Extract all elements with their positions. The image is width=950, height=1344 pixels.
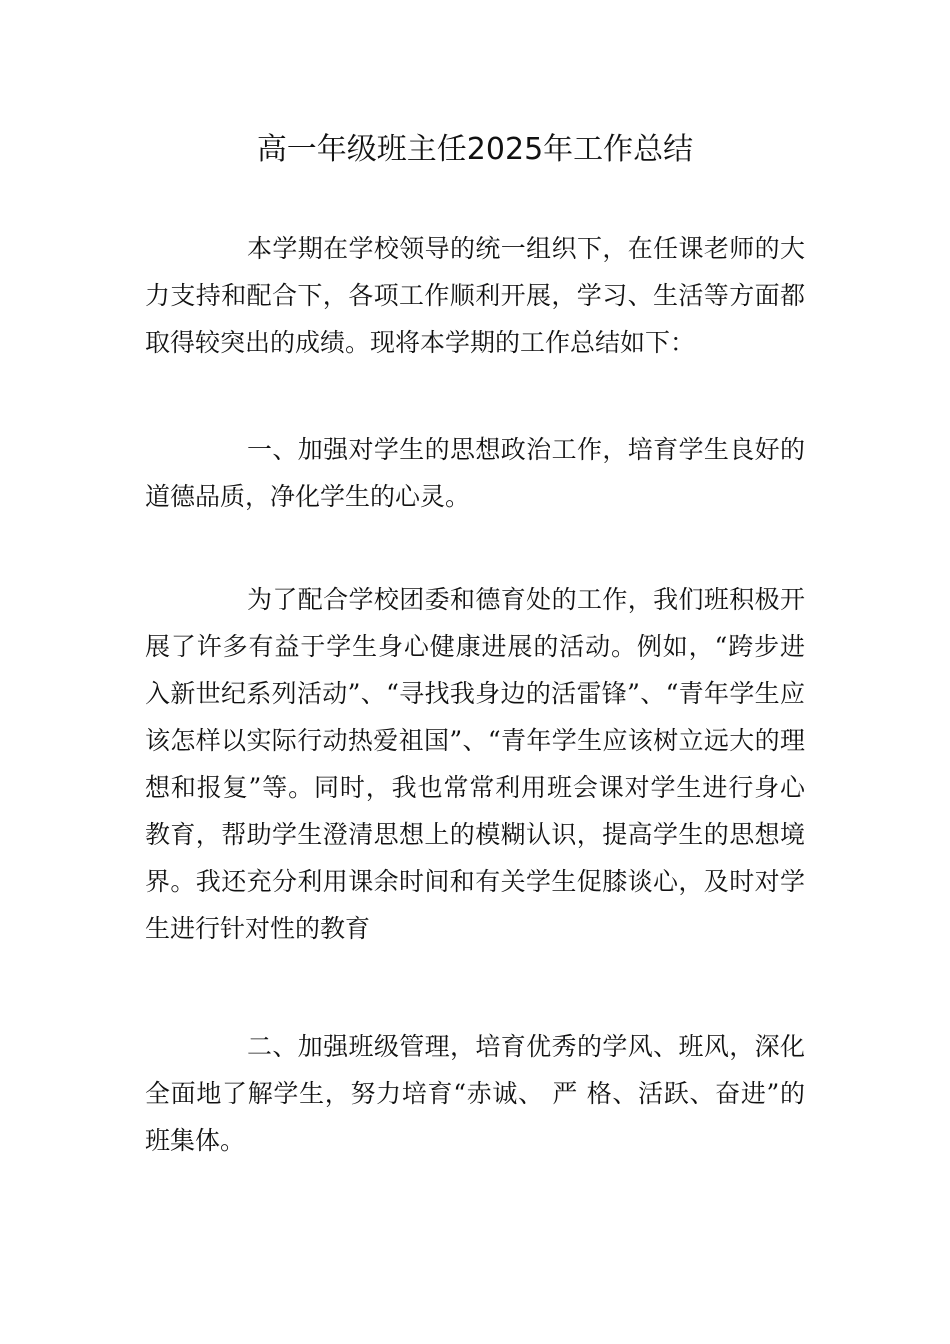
document-title: 高一年级班主任2025年工作总结 — [256, 132, 694, 167]
paragraph-section-one-body: 为了配合学校团委和德育处的工作，我们班积极开展了许多有益于学生身心健康进展的活动。例如，“跨步进入新世纪系列活动”、“寻找我身边的活雷锋”、“青年学生应该怎样以实际行动热爱祖国”、“青年学生应该树立远大的理想和报复”等。同时，我也常常利用班会课对学生进行身心教育，帮助学生澄清思想上的模糊认识，提高学生的思想境界。我还充分利用课余时间和有关学生促膝谈心，及时对学生进行针对性的教育 — [145, 585, 805, 943]
paragraph-section-two-heading: 二、加强班级管理，培育优秀的学风、班风，深化全面地了解学生，努力培育“赤诚、 严 格、活跃、奋进”的班集体。 — [145, 1032, 805, 1155]
paragraph-section-one-heading: 一、加强对学生的思想政治工作，培育学生良好的道德品质，净化学生的心灵。 — [145, 435, 805, 511]
paragraph-intro: 本学期在学校领导的统一组织下，在任课老师的大力支持和配合下，各项工作顺利开展，学习、生活等方面都取得较突出的成绩。现将本学期的工作总结如下： — [145, 234, 805, 357]
